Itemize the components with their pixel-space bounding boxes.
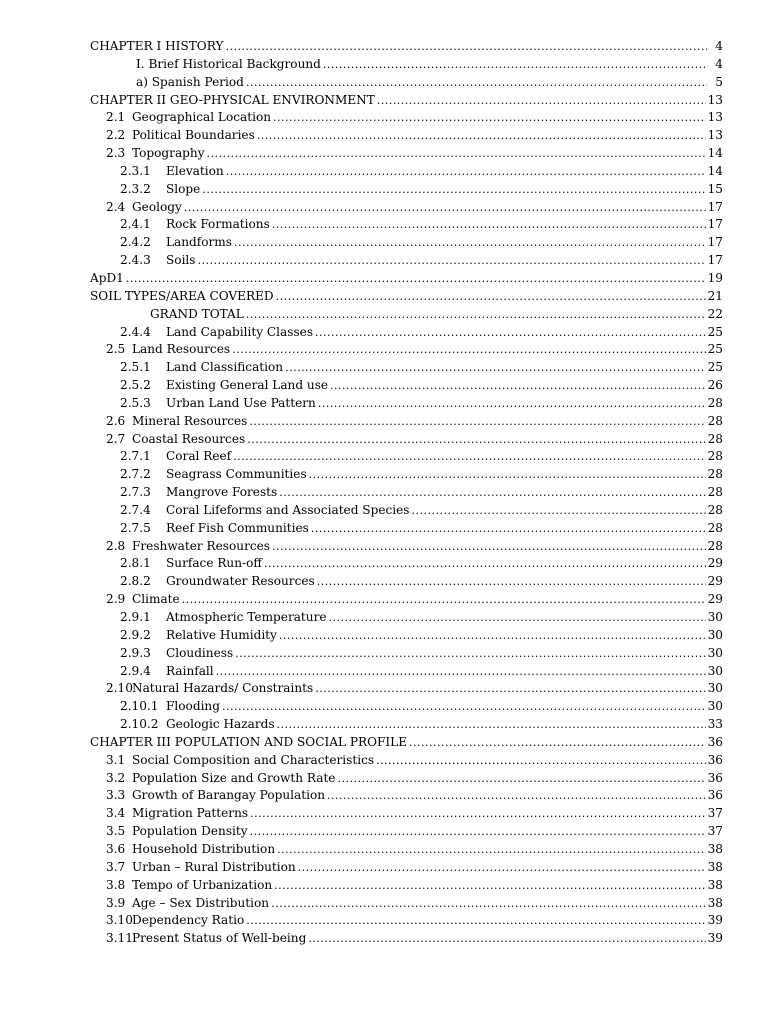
toc-entry[interactable] xyxy=(90,74,723,92)
toc-entry[interactable] xyxy=(90,787,723,805)
toc-entry-page: 28 xyxy=(707,502,723,517)
dot-leader xyxy=(257,127,706,145)
toc-entry[interactable] xyxy=(90,805,723,823)
toc-entry-text: Political Boundaries xyxy=(132,128,255,143)
toc-entry-title xyxy=(106,538,270,556)
toc-entry-text: Seagrass Communities xyxy=(166,467,307,482)
toc-entry-page: 17 xyxy=(707,217,723,232)
dot-leader xyxy=(246,74,707,92)
toc-entry-text: Flooding xyxy=(166,699,220,714)
toc-entry[interactable] xyxy=(90,92,723,110)
dot-leader xyxy=(376,752,706,770)
toc-entry[interactable] xyxy=(90,555,723,573)
toc-entry-number: 2.4.3 xyxy=(120,253,151,268)
toc-entry-page: 14 xyxy=(707,146,723,161)
toc-entry-title xyxy=(106,841,275,859)
toc-entry-page: 30 xyxy=(707,699,723,714)
toc-entry[interactable] xyxy=(90,252,723,270)
dot-leader xyxy=(315,324,706,342)
toc-entry[interactable] xyxy=(90,520,723,538)
toc-entry-text: Existing General Land use xyxy=(166,378,329,393)
toc-entry-number: 2.6 xyxy=(106,413,126,428)
toc-entry-number: 2.10 xyxy=(106,681,133,696)
toc-entry-text: Population Density xyxy=(132,824,248,839)
toc-entry-number: 3.8 xyxy=(106,877,126,892)
dot-leader xyxy=(279,627,706,645)
toc-entry-number: 2.4.2 xyxy=(120,235,151,250)
dot-leader xyxy=(274,877,705,895)
toc-entry-page: 28 xyxy=(707,395,723,410)
toc-entry-page: 26 xyxy=(707,378,723,393)
toc-entry[interactable] xyxy=(90,859,723,877)
toc-entry-title xyxy=(120,609,327,627)
toc-entry-title xyxy=(120,573,315,591)
toc-entry-page: 17 xyxy=(707,235,723,250)
toc-entry-number: 3.7 xyxy=(106,859,126,874)
toc-entry-title xyxy=(120,234,232,252)
toc-entry-text: Geographical Location xyxy=(132,110,272,125)
toc-entry-text: Cloudiness xyxy=(166,645,234,660)
toc-entry-title xyxy=(136,56,321,74)
toc-entry-text: CHAPTER II GEO-PHYSICAL ENVIRONMENT xyxy=(90,92,375,107)
dot-leader xyxy=(409,734,706,752)
toc-entry-title xyxy=(120,448,231,466)
toc-entry[interactable] xyxy=(90,377,723,395)
toc-entry-number: 2.8 xyxy=(106,538,126,553)
toc-entry-text: GRAND TOTAL xyxy=(150,306,244,321)
toc-entry[interactable] xyxy=(90,181,723,199)
toc-entry-number: 2.9.3 xyxy=(120,645,151,660)
toc-entry[interactable] xyxy=(90,431,723,449)
dot-leader xyxy=(246,912,705,930)
toc-entry-number: 3.6 xyxy=(106,841,126,856)
dot-leader xyxy=(250,823,706,841)
toc-entry-title xyxy=(106,912,244,930)
dot-leader xyxy=(330,377,706,395)
toc-entry[interactable] xyxy=(90,538,723,556)
toc-entry[interactable] xyxy=(90,324,723,342)
dot-leader xyxy=(222,698,706,716)
toc-entry-title xyxy=(120,627,277,645)
toc-entry-page: 29 xyxy=(707,574,723,589)
dot-leader xyxy=(276,288,706,306)
toc-entry-number: 2.4.4 xyxy=(120,324,151,339)
toc-entry-page: 38 xyxy=(707,859,723,874)
dot-leader xyxy=(285,359,706,377)
toc-entry-title xyxy=(120,716,275,734)
toc-entry-title xyxy=(106,823,248,841)
toc-entry-title xyxy=(90,734,407,752)
toc-entry-text: Natural Hazards/ Constraints xyxy=(132,681,314,696)
toc-entry[interactable] xyxy=(90,163,723,181)
dot-leader xyxy=(277,841,705,859)
toc-entry[interactable] xyxy=(90,288,723,306)
toc-entry-page: 13 xyxy=(707,128,723,143)
toc-entry[interactable] xyxy=(90,930,723,948)
toc-entry-text: a) Spanish Period xyxy=(136,74,244,89)
toc-entry-title xyxy=(120,324,313,342)
toc-entry[interactable] xyxy=(90,341,723,359)
toc-entry[interactable] xyxy=(90,484,723,502)
dot-leader xyxy=(246,306,706,324)
toc-entry-page: 28 xyxy=(707,538,723,553)
toc-entry-number: 2.3 xyxy=(106,146,126,161)
toc-entry[interactable] xyxy=(90,395,723,413)
dot-leader xyxy=(207,145,706,163)
dot-leader xyxy=(308,930,705,948)
toc-entry-title xyxy=(106,431,245,449)
toc-entry-text: CHAPTER III POPULATION AND SOCIAL PROFILE xyxy=(90,734,408,749)
toc-entry-text: Slope xyxy=(166,181,201,196)
toc-entry-page: 13 xyxy=(707,92,723,107)
toc-entry-number: 3.9 xyxy=(106,895,126,910)
dot-leader xyxy=(318,395,706,413)
toc-entry-title xyxy=(106,877,272,895)
toc-entry[interactable] xyxy=(90,734,723,752)
toc-entry[interactable] xyxy=(90,877,723,895)
toc-entry-text: Relative Humidity xyxy=(166,627,277,642)
table-of-contents xyxy=(90,38,723,948)
toc-entry-page: 39 xyxy=(707,913,723,928)
dot-leader xyxy=(271,895,706,913)
toc-entry-page: 25 xyxy=(707,342,723,357)
toc-entry-page: 38 xyxy=(707,841,723,856)
toc-entry-page: 36 xyxy=(707,788,723,803)
toc-entry-title xyxy=(90,288,274,306)
toc-entry-title xyxy=(90,38,223,56)
dot-leader xyxy=(225,38,707,56)
toc-entry[interactable] xyxy=(90,413,723,431)
dot-leader xyxy=(317,573,706,591)
dot-leader xyxy=(249,413,705,431)
toc-entry-page: 30 xyxy=(707,610,723,624)
toc-entry-page: 28 xyxy=(707,467,723,482)
toc-entry-title xyxy=(106,752,374,770)
dot-leader xyxy=(272,538,706,556)
toc-entry-text: Coastal Resources xyxy=(132,431,246,446)
toc-entry-number: 2.5.2 xyxy=(120,378,151,393)
toc-entry-page: 22 xyxy=(707,306,723,321)
toc-entry-title xyxy=(120,377,328,395)
toc-entry[interactable] xyxy=(90,216,723,234)
toc-entry-text: Household Distribution xyxy=(132,841,276,856)
toc-entry-number: 2.3.1 xyxy=(120,163,151,178)
toc-entry-text: Urban Land Use Pattern xyxy=(166,395,316,410)
toc-entry[interactable] xyxy=(90,645,723,663)
toc-entry[interactable] xyxy=(90,448,723,466)
toc-entry-title xyxy=(150,306,244,324)
toc-entry-text: ApD1 xyxy=(90,270,124,285)
toc-entry-page: 19 xyxy=(707,270,723,285)
dot-leader xyxy=(272,216,706,234)
toc-entry-text: Freshwater Resources xyxy=(132,538,270,553)
toc-entry-page: 4 xyxy=(715,39,723,53)
toc-entry-page: 21 xyxy=(707,288,723,303)
toc-entry-number: 2.9.4 xyxy=(120,663,151,678)
toc-entry-text: Migration Patterns xyxy=(132,806,249,821)
toc-entry-page: 38 xyxy=(707,877,723,892)
toc-entry-title xyxy=(120,466,307,484)
toc-entry-text: CHAPTER I HISTORY xyxy=(90,39,224,53)
toc-entry-number: 2.1 xyxy=(106,110,126,125)
toc-entry-page: 39 xyxy=(707,931,723,946)
toc-entry-title xyxy=(106,770,335,788)
toc-entry-page: 29 xyxy=(707,556,723,571)
toc-entry[interactable] xyxy=(90,752,723,770)
toc-entry-number: 2.9.1 xyxy=(120,610,151,624)
toc-entry[interactable] xyxy=(90,609,723,627)
dot-leader xyxy=(232,341,706,359)
toc-entry-title xyxy=(120,484,277,502)
dot-leader xyxy=(264,555,706,573)
toc-entry[interactable] xyxy=(90,627,723,645)
toc-entry[interactable] xyxy=(90,680,723,698)
toc-entry-number: 2.5 xyxy=(106,342,126,357)
toc-entry-title xyxy=(106,787,325,805)
toc-entry-page: 25 xyxy=(707,360,723,375)
toc-entry[interactable] xyxy=(90,127,723,145)
toc-entry-number: 2.10.1 xyxy=(120,699,159,714)
toc-entry[interactable] xyxy=(90,912,723,930)
toc-entry-number: 2.10.2 xyxy=(120,717,159,732)
toc-entry[interactable] xyxy=(90,698,723,716)
toc-entry-page: 28 xyxy=(707,449,723,464)
toc-entry-text: Geologic Hazards xyxy=(166,717,275,732)
dot-leader xyxy=(277,716,706,734)
toc-entry-text: Groundwater Resources xyxy=(166,574,315,589)
dot-leader xyxy=(216,663,706,681)
dot-leader xyxy=(323,56,707,74)
toc-entry-number: 2.9 xyxy=(106,592,126,607)
toc-entry[interactable] xyxy=(90,663,723,681)
toc-entry-number: 2.2 xyxy=(106,128,126,143)
dot-leader xyxy=(279,484,705,502)
toc-entry-number: 2.7.4 xyxy=(120,502,151,517)
toc-entry[interactable] xyxy=(90,591,723,609)
toc-entry[interactable] xyxy=(90,502,723,520)
dot-leader xyxy=(377,92,706,110)
toc-entry-page: 36 xyxy=(707,734,723,749)
dot-leader xyxy=(226,163,706,181)
toc-entry-text: Rock Formations xyxy=(166,217,270,232)
dot-leader xyxy=(327,787,706,805)
toc-entry-title xyxy=(120,163,224,181)
toc-entry-title xyxy=(106,109,271,127)
toc-entry-text: Geology xyxy=(132,199,182,214)
toc-entry-title xyxy=(106,413,247,431)
toc-entry-number: 2.4.1 xyxy=(120,217,151,232)
dot-leader xyxy=(235,645,705,663)
toc-entry-number: 2.7 xyxy=(106,431,126,446)
toc-entry-number: 2.8.1 xyxy=(120,556,151,571)
toc-entry-text: Urban – Rural Distribution xyxy=(132,859,296,874)
toc-entry-page: 28 xyxy=(707,413,723,428)
toc-entry-title xyxy=(90,92,375,110)
toc-entry-title xyxy=(120,216,270,234)
toc-entry-title xyxy=(120,520,309,538)
toc-entry-title xyxy=(106,680,313,698)
toc-entry-page: 14 xyxy=(707,163,723,178)
toc-entry-page: 36 xyxy=(707,752,723,767)
toc-entry-title xyxy=(120,663,214,681)
toc-entry-title xyxy=(106,341,230,359)
toc-entry-text: Land Capability Classes xyxy=(166,324,314,339)
toc-entry[interactable] xyxy=(90,234,723,252)
dot-leader xyxy=(184,199,706,217)
toc-entry-page: 30 xyxy=(707,663,723,678)
toc-entry-page: 25 xyxy=(707,324,723,339)
toc-entry-text: I. Brief Historical Background xyxy=(136,56,321,71)
toc-entry-text: Present Status of Well-being xyxy=(132,931,307,946)
toc-entry[interactable] xyxy=(90,145,723,163)
dot-leader xyxy=(329,609,706,627)
toc-entry-title xyxy=(120,502,409,520)
toc-entry-text: Climate xyxy=(132,592,180,607)
toc-entry-number: 2.3.2 xyxy=(120,181,151,196)
toc-entry-title xyxy=(106,859,296,877)
toc-entry-title xyxy=(120,698,220,716)
toc-entry-page: 4 xyxy=(715,56,723,71)
toc-entry-page: 17 xyxy=(707,199,723,214)
toc-entry-page: 17 xyxy=(707,253,723,268)
dot-leader xyxy=(311,520,706,538)
toc-entry-title xyxy=(90,270,124,288)
toc-entry-page: 30 xyxy=(707,627,723,642)
dot-leader xyxy=(198,252,706,270)
toc-entry[interactable] xyxy=(90,841,723,859)
toc-entry-text: Land Classification xyxy=(166,360,284,375)
toc-entry-text: Atmospheric Temperature xyxy=(166,610,327,624)
toc-entry-title xyxy=(120,645,233,663)
toc-entry-text: Rainfall xyxy=(166,663,214,678)
toc-entry-number: 2.7.2 xyxy=(120,467,151,482)
toc-entry[interactable] xyxy=(90,109,723,127)
toc-entry-text: Coral Lifeforms and Associated Species xyxy=(166,502,410,517)
toc-entry-title xyxy=(106,930,306,948)
dot-leader xyxy=(202,181,705,199)
toc-entry-title xyxy=(106,805,248,823)
toc-entry-text: Land Resources xyxy=(132,342,231,357)
toc-entry-page: 29 xyxy=(707,592,723,607)
toc-entry-page: 13 xyxy=(707,110,723,125)
toc-entry[interactable] xyxy=(90,770,723,788)
toc-entry-title xyxy=(120,252,196,270)
toc-entry-number: 3.1 xyxy=(106,752,126,767)
toc-entry-number: 3.2 xyxy=(106,770,126,785)
toc-entry-text: Mineral Resources xyxy=(132,413,248,428)
toc-entry-number: 2.7.5 xyxy=(120,520,151,535)
toc-entry-page: 5 xyxy=(715,74,723,89)
toc-entry-text: SOIL TYPES/AREA COVERED xyxy=(90,288,274,303)
toc-entry-title xyxy=(106,145,205,163)
dot-leader xyxy=(298,859,706,877)
toc-entry[interactable] xyxy=(90,56,723,74)
toc-entry-number: 3.3 xyxy=(106,788,126,803)
toc-entry-number: 2.7.1 xyxy=(120,449,151,464)
toc-entry-page: 38 xyxy=(707,895,723,910)
toc-entry-text: Landforms xyxy=(166,235,232,250)
toc-entry-page: 28 xyxy=(707,431,723,446)
toc-entry-title xyxy=(106,199,182,217)
toc-entry-page: 28 xyxy=(707,520,723,535)
toc-entry-page: 33 xyxy=(707,717,723,732)
toc-entry[interactable] xyxy=(90,199,723,217)
toc-entry-title xyxy=(120,359,283,377)
toc-entry-text: Dependency Ratio xyxy=(132,913,245,928)
toc-entry-page: 30 xyxy=(707,681,723,696)
dot-leader xyxy=(273,109,706,127)
dot-leader xyxy=(247,431,705,449)
toc-entry-title xyxy=(120,181,200,199)
toc-entry-number: 2.4 xyxy=(106,199,126,214)
toc-entry[interactable] xyxy=(90,359,723,377)
toc-entry-title xyxy=(120,555,262,573)
toc-entry[interactable] xyxy=(90,306,723,324)
toc-entry-number: 2.5.3 xyxy=(120,395,151,410)
toc-entry-page: 36 xyxy=(707,770,723,785)
toc-entry-number: 2.9.2 xyxy=(120,627,151,642)
dot-leader xyxy=(250,805,706,823)
toc-entry-text: Soils xyxy=(166,253,196,268)
toc-entry[interactable] xyxy=(90,895,723,913)
toc-entry-text: Coral Reef xyxy=(166,449,232,464)
dot-leader xyxy=(182,591,706,609)
toc-entry-title xyxy=(136,74,244,92)
dot-leader xyxy=(233,448,705,466)
toc-entry-title xyxy=(106,591,180,609)
dot-leader xyxy=(337,770,705,788)
toc-entry-text: Population Size and Growth Rate xyxy=(132,770,336,785)
toc-entry-text: Age – Sex Distribution xyxy=(132,895,270,910)
toc-entry[interactable] xyxy=(90,573,723,591)
toc-entry-text: Surface Run-off xyxy=(166,556,262,571)
toc-entry-text: Topography xyxy=(132,146,205,161)
dot-leader xyxy=(411,502,705,520)
toc-entry-page: 30 xyxy=(707,645,723,660)
dot-leader xyxy=(309,466,706,484)
toc-entry-text: Tempo of Urbanization xyxy=(132,877,273,892)
toc-entry[interactable] xyxy=(90,270,723,288)
toc-entry-text: Reef Fish Communities xyxy=(166,520,309,535)
toc-entry-number: 2.7.3 xyxy=(120,485,151,500)
toc-entry-number: 2.5.1 xyxy=(120,360,151,375)
toc-entry-page: 37 xyxy=(707,806,723,821)
toc-entry-page: 28 xyxy=(707,485,723,500)
toc-entry-title xyxy=(106,127,255,145)
toc-entry[interactable] xyxy=(90,38,723,56)
toc-entry-text: Growth of Barangay Population xyxy=(132,788,326,803)
toc-entry-page: 37 xyxy=(707,824,723,839)
toc-entry-number: 3.5 xyxy=(106,824,126,839)
toc-entry[interactable] xyxy=(90,466,723,484)
toc-entry-number: 3.10 xyxy=(106,913,133,928)
dot-leader xyxy=(234,234,706,252)
toc-entry-number: 3.11 xyxy=(106,931,133,946)
toc-entry-title xyxy=(106,895,269,913)
toc-entry-title xyxy=(120,395,316,413)
toc-entry-number: 2.8.2 xyxy=(120,574,151,589)
dot-leader xyxy=(126,270,706,288)
toc-entry-text: Elevation xyxy=(166,163,224,178)
toc-entry-page: 15 xyxy=(707,181,723,196)
dot-leader xyxy=(315,680,705,698)
toc-entry[interactable] xyxy=(90,823,723,841)
toc-entry-text: Mangrove Forests xyxy=(166,485,278,500)
toc-entry[interactable] xyxy=(90,716,723,734)
toc-entry-text: Social Composition and Characteristics xyxy=(132,752,375,767)
toc-entry-number: 3.4 xyxy=(106,806,126,821)
